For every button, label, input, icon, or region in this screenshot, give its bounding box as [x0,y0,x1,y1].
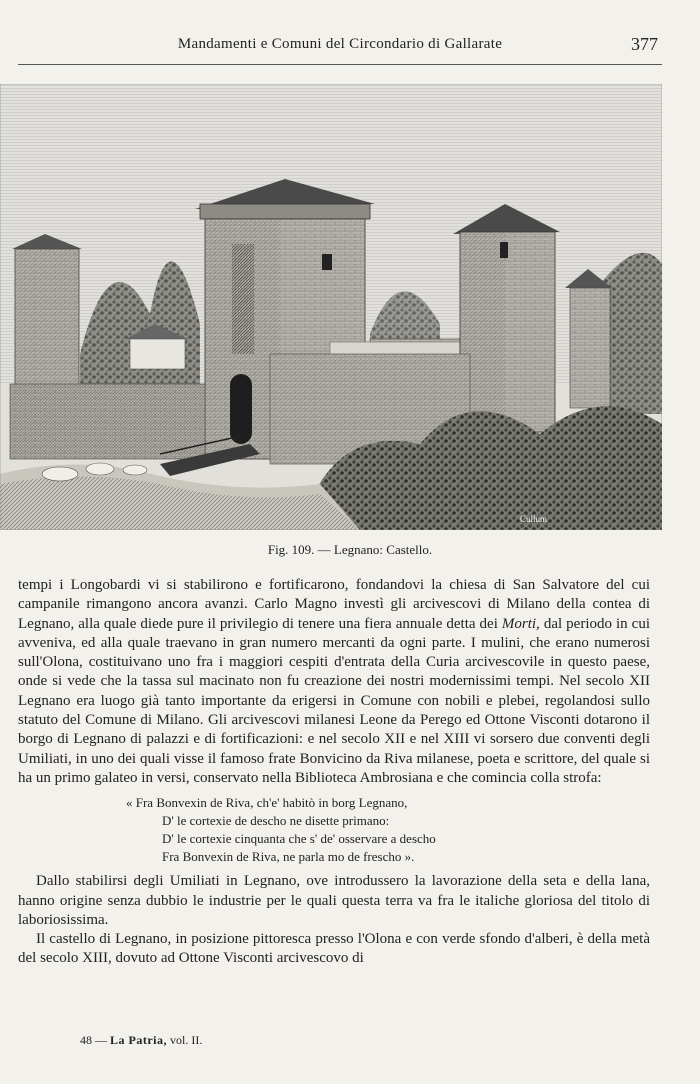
paragraph-text: dal periodo in cui avveniva, ed alla quale traevano in gran numero mercanti da ogni parte. I mulini, che erano numerosi sull'Olona, costituivano uno fra i maggiori cespiti d'entrata della Curia arcivescovile in questo paese, onde si vede che la tassa sul macinato non fu creazione dei nostri modernissimi tempi. Nel secolo XII Legnano era luogo già tanto importante da erigersi in Comune con nobili e plebei, regolandosi sullo statuto del Comune di Milano. Gli arcivescovi milanesi Leone da Perego ed Ottone Visconti dotarono il borgo di Legnano di palazzi e di fortificazioni: e nel secolo XII e nel XIII vi sorsero due conventi degli Umiliati, in uno dei quali visse il famoso frate Bonvicino da Riva milanese, poeta e scrittore, del quale si ha un primo galateo in versi, conservato nella Biblioteca Ambrosiana e che comincia colla strofa: [18,615,650,786]
footer-brand: La Patria, [110,1033,167,1047]
italic-term: Morti, [501,615,540,632]
paragraph: Dallo stabilirsi degli Umiliati in Legnano, ove introdussero la lavorazione della seta e della lana, hanno origine senza dubbio le industrie per le quali questa terra va fra le italiche gloriosa del titolo di laboriosissima. [18,873,650,928]
figure-caption: Fig. 109. — Legnano: Castello. [267,542,433,557]
engraving-illustration [0,84,662,530]
poem-line: « Fra Bonvexin de Riva, ch'e' habitò in borg Legnano, [126,795,408,811]
poem-line: D' le cortexie cinquanta che s' de' osservare a descho [162,831,436,847]
body-text [18,576,650,969]
paragraph [18,576,650,788]
header-rule [18,64,662,65]
footer-sheet: 48 — [80,1033,107,1047]
poem-line: D' le cortexie de descho ne disette primano: [162,813,390,829]
engraver-signature: Cullum [520,514,548,524]
running-header [20,36,660,58]
footer-signature [80,1033,202,1048]
poem-quotation [126,794,650,866]
paragraph: Il castello di Legnano, in posizione pittoresca presso l'Olona e con verde sfondo d'alberi, è della metà del secolo XIII, dovuto ad Ottone Visconti arcivescovo di [18,931,650,967]
page-number: 377 [631,34,658,54]
poem-line: Fra Bonvexin de Riva, ne parla mo de frescho ». [162,849,415,865]
castle-engraving [0,84,662,530]
running-title: Mandamenti e Comuni del Circondario di Gallarate [177,36,503,52]
paragraph-text: tempi i Longobardi vi si stabilirono e fortificarono, fondandovi la chiesa di San Salvatore del cui campanile rimangono ancora avanzi. Carlo Magno investì gli arcivescovi di Milano della contea di Legnano, alla quale diede pure il privilegio di tenere una fiera annuale detta dei [18,577,650,632]
footer-volume: vol. II. [170,1033,203,1047]
